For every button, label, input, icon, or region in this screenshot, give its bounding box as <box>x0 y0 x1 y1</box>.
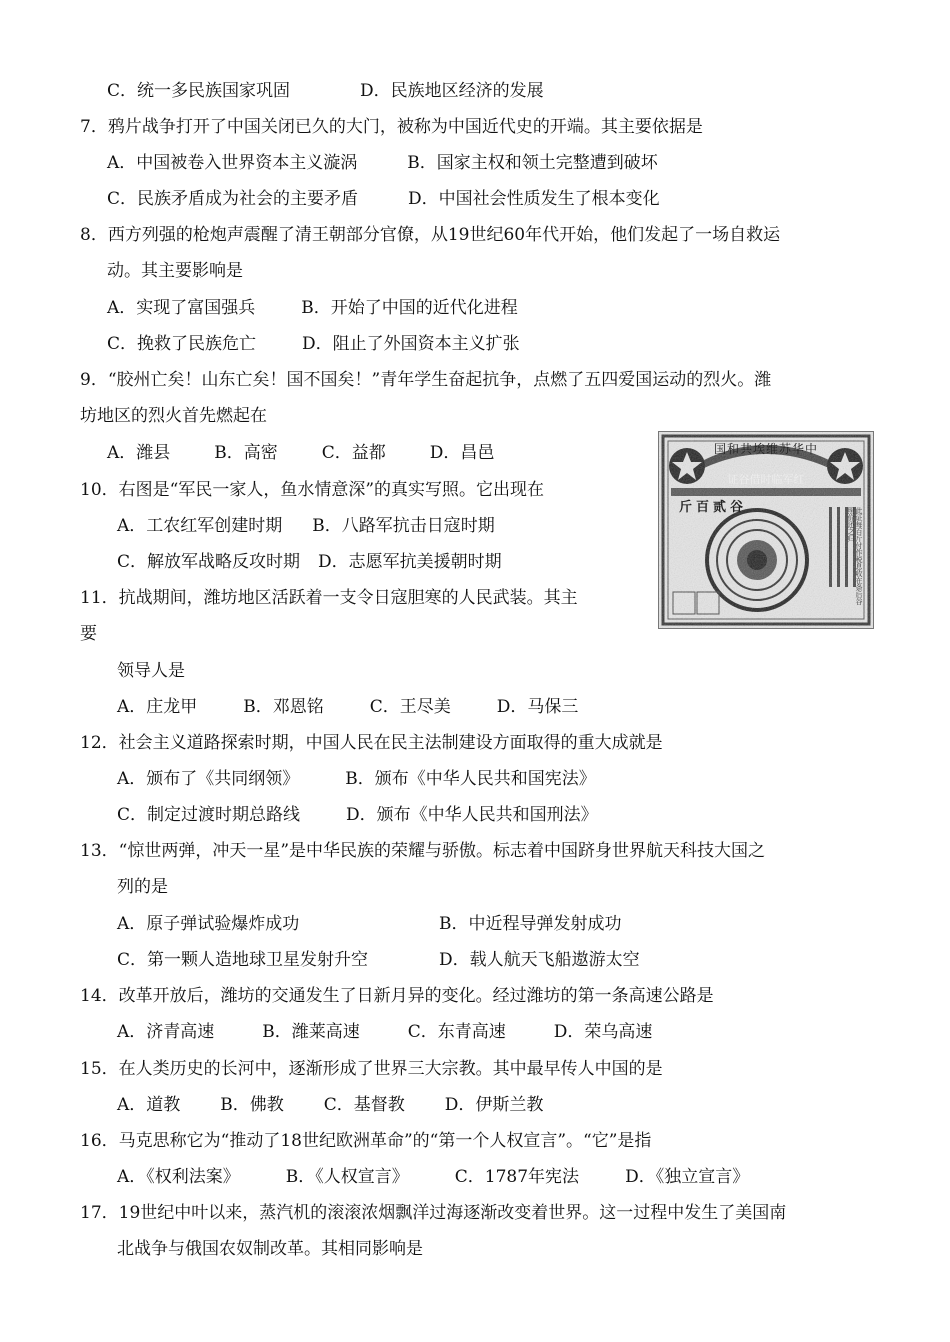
q9-option-b: B．高密 <box>214 443 278 463</box>
q12-options-row2 <box>117 802 598 828</box>
q11-option-d: D．马保三 <box>496 697 579 717</box>
q8-option-c: C．挽救了民族危亡 <box>107 334 257 354</box>
q7-options-row1 <box>107 150 658 176</box>
q14-option-b: B．潍莱高速 <box>262 1022 360 1042</box>
q10-option-c: C．解放军战略反攻时期 <box>117 552 301 572</box>
q13-stem-line1: 13．“惊世两弹，冲天一星”是中华民族的荣耀与骄傲。标志着中国跻身世界航天科技大国之 <box>80 841 766 861</box>
q11-option-c: C．王尽美 <box>369 697 451 717</box>
q8-options-row1 <box>107 295 518 321</box>
q13-option-c: C．第一颗人造地球卫星发射升空 <box>117 950 369 970</box>
certificate-vertical-text: 此证每百斤付作税息收在条后谷照价还之归 <box>847 507 863 605</box>
q16-option-a: A．《权利法案》 <box>117 1167 240 1187</box>
certificate-banner-text: 国和共埃维苏华中 <box>713 442 818 456</box>
q6-option-d: D．民族地区经济的发展 <box>360 81 544 101</box>
q13-stem-line2: 列的是 <box>117 877 168 897</box>
q10-options-row2 <box>117 549 502 575</box>
q8-options-row2 <box>107 331 520 357</box>
q16-stem: 16．马克思称它为“推动了18世纪欧洲革命”的“第一个人权宣言”。“它”是指 <box>80 1131 652 1151</box>
q17-stem-line2: 北战争与俄国农奴制改革。其相同影响是 <box>117 1239 423 1259</box>
q8-stem-line1: 8．西方列强的枪炮声震醒了清王朝部分官僚，从19世纪60年代开始，他们发起了一场自救运 <box>80 225 781 245</box>
q13-options-row1 <box>117 911 622 937</box>
q11-options-row <box>117 694 578 720</box>
q8-option-a: A．实现了富国强兵 <box>107 298 256 318</box>
q6-options-row <box>107 78 544 104</box>
q9-option-d: D．昌邑 <box>429 443 495 463</box>
q8-option-b: B．开始了中国的近代化进程 <box>301 298 518 318</box>
q9-stem-line2: 坊地区的烈火首先燃起在 <box>80 406 267 426</box>
q16-option-d: D．《独立宣言》 <box>625 1167 750 1187</box>
q11-option-b: B．邓恩铭 <box>243 697 324 717</box>
q15-option-b: B．佛教 <box>220 1095 284 1115</box>
q12-stem: 12．社会主义道路探索时期，中国人民在民主法制建设方面取得的重大成就是 <box>80 733 663 753</box>
q16-option-b: B．《人权宣言》 <box>285 1167 409 1187</box>
q13-option-a: A．原子弹试验爆炸成功 <box>117 914 300 934</box>
grain-certificate-photo <box>658 431 874 629</box>
q7-option-a: A．中国被卷入世界资本主义漩涡 <box>107 153 358 173</box>
q9-option-c: C．益都 <box>321 443 386 463</box>
q7-option-c: C．民族矛盾成为社会的主要矛盾 <box>107 189 359 209</box>
q10-option-a: A．工农红军创建时期 <box>117 516 283 536</box>
q14-stem: 14．改革开放后，潍坊的交通发生了日新月异的变化。经过潍坊的第一条高速公路是 <box>80 986 714 1006</box>
q11-stem-line1: 11．抗战期间，潍坊地区活跃着一支令日寇胆寒的人民武装。其主 <box>80 588 578 608</box>
q10-option-b: B．八路军抗击日寇时期 <box>312 516 495 536</box>
q6-option-c: C．统一多民族国家巩固 <box>107 81 291 101</box>
q17-stem-line1: 17．19世纪中叶以来，蒸汽机的滚滚浓烟飘洋过海逐渐改变着世界。这一过程中发生了美国南 <box>80 1203 787 1223</box>
q15-options-row <box>117 1092 543 1118</box>
q10-stem: 10．右图是“军民一家人，鱼水情意深”的真实写照。它出现在 <box>80 480 545 500</box>
q16-option-c: C．1787年宪法 <box>454 1167 580 1187</box>
q12-option-a: A．颁布了《共同纲领》 <box>117 769 300 789</box>
q14-option-a: A．济青高速 <box>117 1022 215 1042</box>
q12-options-row1 <box>117 766 596 792</box>
q7-options-row2 <box>107 186 660 212</box>
q7-stem: 7．鸦片战争打开了中国关闭已久的大门，被称为中国近代史的开端。其主要依据是 <box>80 117 703 137</box>
q9-options-row <box>107 440 494 466</box>
certificate-amount: 斤百贰谷 <box>679 500 748 515</box>
q8-option-d: D．阻止了外国资本主义扩张 <box>302 334 520 354</box>
q9-stem-line1: 9．“胶州亡矣！山东亡矣！国不国矣！”青年学生奋起抗争，点燃了五四爱国运动的烈火。潍 <box>80 370 772 390</box>
q7-option-d: D．中国社会性质发生了根本变化 <box>408 189 660 209</box>
q10-option-d: D．志愿军抗美援朝时期 <box>318 552 502 572</box>
q8-stem-line2: 动。其主要影响是 <box>107 261 243 281</box>
q11-option-a: A．庄龙甲 <box>117 697 198 717</box>
q10-options-row1 <box>117 513 495 539</box>
q15-option-a: A．道教 <box>117 1095 181 1115</box>
q14-options-row <box>117 1019 652 1045</box>
q12-option-b: B．颁布《中华人民共和国宪法》 <box>345 769 596 789</box>
q12-option-c: C．制定过渡时期总路线 <box>117 805 301 825</box>
q7-option-b: B．国家主权和领土完整遭到破坏 <box>407 153 658 173</box>
q11-stem-line3: 领导人是 <box>117 661 185 681</box>
q15-option-d: D．伊斯兰教 <box>444 1095 544 1115</box>
q16-options-row <box>117 1164 749 1190</box>
q15-option-c: C．基督教 <box>323 1095 405 1115</box>
q13-option-d: D．载人航天飞船遨游太空 <box>439 950 640 970</box>
q9-option-a: A．潍县 <box>107 443 171 463</box>
q14-option-c: C．东青高速 <box>407 1022 506 1042</box>
q13-option-b: B．中近程导弹发射成功 <box>439 914 622 934</box>
q13-options-row2 <box>117 947 640 973</box>
q14-option-d: D．荣乌高速 <box>553 1022 653 1042</box>
q15-stem: 15．在人类历史的长河中，逐渐形成了世界三大宗教。其中最早传人中国的是 <box>80 1059 663 1079</box>
q11-stem-line2: 要 <box>80 624 97 644</box>
certificate-subtitle: 证谷借时临军红 <box>727 473 805 486</box>
q12-option-d: D．颁布《中华人民共和国刑法》 <box>346 805 598 825</box>
